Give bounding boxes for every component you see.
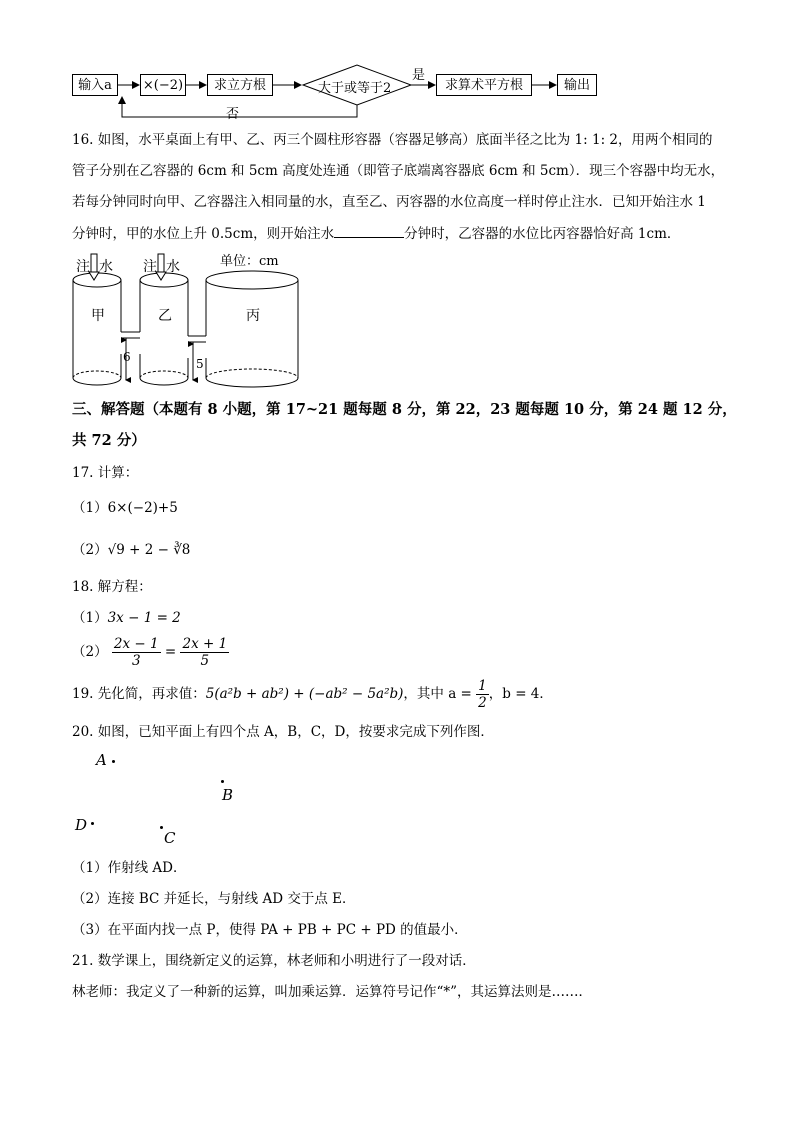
inflow-label-yi-1: 注 (143, 259, 157, 275)
q17-part2-label: （2） (72, 542, 108, 558)
q17-part1 (72, 498, 178, 518)
answer-blank (334, 223, 404, 238)
flow-decision-label: 大于或等于2 (318, 81, 392, 96)
unit-label: 单位：cm (220, 254, 279, 269)
inflow-label-jia-1: 注 (76, 259, 90, 275)
q18-left-numerator: 2x − 1 (113, 636, 159, 652)
q19-line (72, 676, 553, 712)
q20-step2: （2）连接 BC 并延长，与射线 AD 交于点 E． (72, 891, 356, 907)
q17-part1-expr: 6×(−2)+5 (107, 500, 178, 516)
flow-yes-label: 是 (412, 68, 426, 83)
q16-line4 (72, 223, 680, 244)
q18-right-numerator: 2x + 1 (182, 636, 228, 652)
section-3-heading-1: 三、解答题（本题有 8 小题，第 17~21 题每题 8 分，第 22，23 题每题 10 分，第 24 题 12 分， (72, 401, 737, 418)
point-C (160, 826, 163, 829)
q18-right-fraction (180, 636, 229, 669)
q17-part1-label: （1） (72, 500, 108, 516)
section-3-heading-2: 共 72 分） (72, 432, 146, 449)
q17-part2 (72, 540, 190, 560)
height-5-label: 5 (196, 357, 204, 371)
q18-part2-label: （2） (72, 644, 108, 660)
q18-part1 (72, 608, 181, 628)
flow-cuberoot-box: 求立方根 (207, 74, 273, 96)
q19-expr: 5(a²b + ab²) + (−ab² − 5a²b) (205, 686, 404, 702)
q21-line1: 21. 数学课上，围绕新定义的运算，林老师和小明进行了一段对话． (72, 953, 476, 969)
q16-line4-end: 分钟时，乙容器的水位比丙容器恰好高 1cm． (404, 226, 681, 242)
point-A (112, 760, 115, 763)
point-D (91, 822, 94, 825)
q16-line1: 16. 如图，水平桌面上有甲、乙、丙三个圆柱形容器（容器足够高）底面半径之比为 1: 1: 2，用两个相同的 (72, 132, 713, 148)
point-C-label: C (164, 829, 176, 847)
q18-part1-label: （1） (72, 610, 108, 626)
q19-suffix: ，b = 4． (488, 686, 553, 702)
q19-prefix: 19. 先化简，再求值： (72, 686, 206, 702)
q19-a-fraction (476, 678, 489, 711)
flow-sqrt-box: 求算术平方根 (436, 74, 532, 96)
q18-right-denominator: 5 (200, 653, 210, 669)
q20-step3: （3）在平面内找一点 P，使得 PA + PB + PC + PD 的值最小． (72, 922, 468, 938)
q19-mid: ，其中 a = (403, 686, 472, 702)
q18-part1-eq: 3x − 1 = 2 (107, 610, 181, 626)
flow-multiply-box: ×(−2) (140, 74, 186, 96)
inflow-label-jia-2: 水 (99, 259, 113, 275)
q21-line2: 林老师：我定义了一种新的运算，叫加乘运算．运算符号记作“*”，其运算法则是……． (72, 984, 593, 1000)
q18-title: 18. 解方程： (72, 579, 152, 595)
q17-part2-mid: + 2 − (124, 542, 174, 558)
flow-no-label: 否 (226, 107, 240, 122)
q20-title: 20. 如图，已知平面上有四个点 A，B，C，D，按要求完成下列作图． (72, 724, 494, 740)
inflow-label-yi-2: 水 (166, 259, 180, 275)
height-6-label: 6 (123, 350, 131, 364)
flow-input-box: 输入a (72, 74, 118, 96)
q18-left-fraction (112, 636, 161, 669)
container-bing-label: 丙 (246, 308, 260, 324)
point-A-label: A (96, 751, 107, 769)
flow-output-box: 输出 (557, 74, 597, 96)
q17-part2-cbrt: ∛8 (173, 542, 191, 558)
flow-arrows (0, 55, 794, 127)
q18-left-denominator: 3 (131, 653, 141, 669)
point-B (221, 780, 224, 783)
q18-equals: = (164, 644, 177, 660)
q16-line2: 管子分别在乙容器的 6cm 和 5cm 高度处连通（即管子底端离容器底 6cm 和 5cm）．现三个容器中均无水， (72, 163, 725, 179)
q16-line3: 若每分钟同时向甲、乙容器注入相同量的水，直至乙、丙容器的水位高度一样时停止注水．已知开始注水 1 (72, 194, 706, 210)
q20-step1: （1）作射线 AD． (72, 860, 187, 876)
q19-a-numerator: 1 (478, 678, 487, 694)
container-yi-label: 乙 (158, 308, 172, 324)
point-D-label: D (75, 816, 88, 834)
q18-part2 (72, 634, 229, 670)
point-B-label: B (222, 786, 234, 804)
q17-part2-sqrt: √9 (107, 542, 125, 558)
container-jia-label: 甲 (91, 308, 105, 324)
q17-title: 17. 计算： (72, 465, 139, 481)
q16-line4-start: 分钟时，甲的水位上升 0.5cm，则开始注水 (72, 226, 335, 242)
q19-a-denominator: 2 (478, 695, 487, 711)
